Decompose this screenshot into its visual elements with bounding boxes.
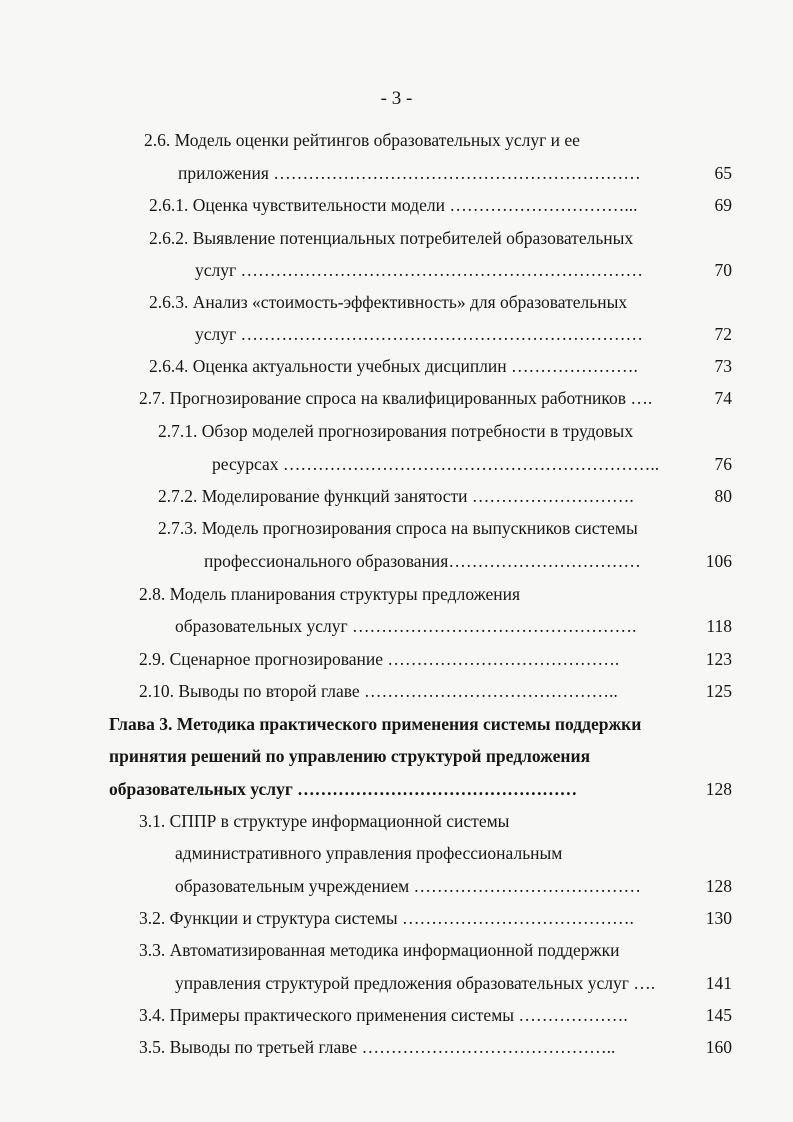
toc-page-number: 118 — [706, 616, 732, 636]
toc-entry-2-7-3-line-1: 2.7.3. Модель прогнозирования спроса на выпускников системы — [158, 518, 638, 538]
toc-entry-2-8-line-1: 2.8. Модель планирования структуры предложения — [139, 584, 521, 604]
toc-entry-2-6-3-line-1: 2.6.3. Анализ «стоимость-эффективность» для образовательных — [149, 292, 628, 312]
toc-page-number: 125 — [705, 681, 732, 701]
toc-entry-2-6-3-line-2: услуг …………………………………………………………… 72 — [195, 318, 732, 350]
toc-chapter-3-line-3: образовательных услуг ………………………………………… 128 — [109, 773, 732, 805]
toc-entry-3-1-line-2: административного управления профессиональным — [175, 843, 563, 863]
toc-entry-3-4: 3.4. Примеры практического применения системы ………………. 145 — [139, 999, 732, 1031]
toc-entry-2-6-line-1: 2.6. Модель оценки рейтингов образовательных услуг и ее — [144, 130, 580, 150]
toc-page-number: 76 — [714, 454, 732, 474]
toc-entry-2-6-1: 2.6.1. Оценка чувствительности модели …………………………... 69 — [149, 189, 732, 221]
toc-page-number: 73 — [714, 356, 732, 376]
toc-entry-2-7-1-line-1: 2.7.1. Обзор моделей прогнозирования потребности в трудовых — [158, 421, 634, 441]
toc-entry-2-8-line-2: образовательных услуг …………………………………………. 118 — [175, 610, 732, 642]
toc-page-number: 65 — [714, 163, 732, 183]
toc-page-number: 145 — [705, 1005, 732, 1025]
toc-entry-3-1-line-3: образовательным учреждением ………………………………… 128 — [175, 870, 732, 902]
toc-page-number: 106 — [705, 551, 732, 571]
toc-entry-2-6-2-line-1: 2.6.2. Выявление потенциальных потребителей образовательных — [149, 228, 634, 248]
toc-chapter-3-line-1: Глава 3. Методика практического применения системы поддержки — [109, 714, 642, 734]
toc-entry-2-10: 2.10. Выводы по второй главе …………………………………….. 125 — [139, 675, 732, 707]
toc-chapter-3-line-2: принятия решений по управлению структурой предложения — [109, 746, 591, 766]
toc-page-number: 74 — [714, 388, 732, 408]
page-number: - 3 - — [380, 88, 413, 109]
toc-page-number: 128 — [705, 779, 732, 799]
toc-page-number: 130 — [705, 908, 732, 928]
toc-page-number: 123 — [705, 649, 732, 669]
toc-page-number: 160 — [705, 1037, 732, 1057]
toc-entry-3-5: 3.5. Выводы по третьей главе …………………………………….. 160 — [139, 1031, 732, 1063]
toc-entry-2-6-4: 2.6.4. Оценка актуальности учебных дисциплин …………………. 73 — [149, 350, 732, 382]
toc-page-number: 141 — [705, 973, 732, 993]
toc-entry-2-7-3-line-2: профессионального образования…………………………… 106 — [204, 545, 732, 577]
toc-page-number: 69 — [714, 195, 732, 215]
toc-entry-2-7: 2.7. Прогнозирование спроса на квалифицированных работников …. 74 — [139, 382, 732, 414]
toc-entry-2-9: 2.9. Сценарное прогнозирование …………………………………. 123 — [139, 643, 732, 675]
toc-entry-2-6-line-2: приложения ……………………………………………………… 65 — [178, 157, 732, 189]
toc-entry-3-2: 3.2. Функции и структура системы …………………………………. 130 — [139, 902, 732, 934]
toc-entry-3-3-line-1: 3.3. Автоматизированная методика информационной поддержки — [139, 940, 620, 960]
toc-entry-2-7-1-line-2: ресурсах ……………………………………………………….. 76 — [212, 448, 732, 480]
toc-page-number: 72 — [714, 324, 732, 344]
toc-entry-2-7-2: 2.7.2. Моделирование функций занятости ………………………. 80 — [158, 480, 732, 512]
toc-entry-3-3-line-2: управления структурой предложения образовательных услуг …. 141 — [175, 967, 732, 999]
toc-entry-3-1-line-1: 3.1. СППР в структуре информационной системы — [139, 811, 510, 831]
toc-entry-2-6-2-line-2: услуг …………………………………………………………… 70 — [195, 254, 732, 286]
toc-page-number: 80 — [714, 486, 732, 506]
toc-page-number: 128 — [705, 876, 732, 896]
toc-page-number: 70 — [714, 260, 732, 280]
